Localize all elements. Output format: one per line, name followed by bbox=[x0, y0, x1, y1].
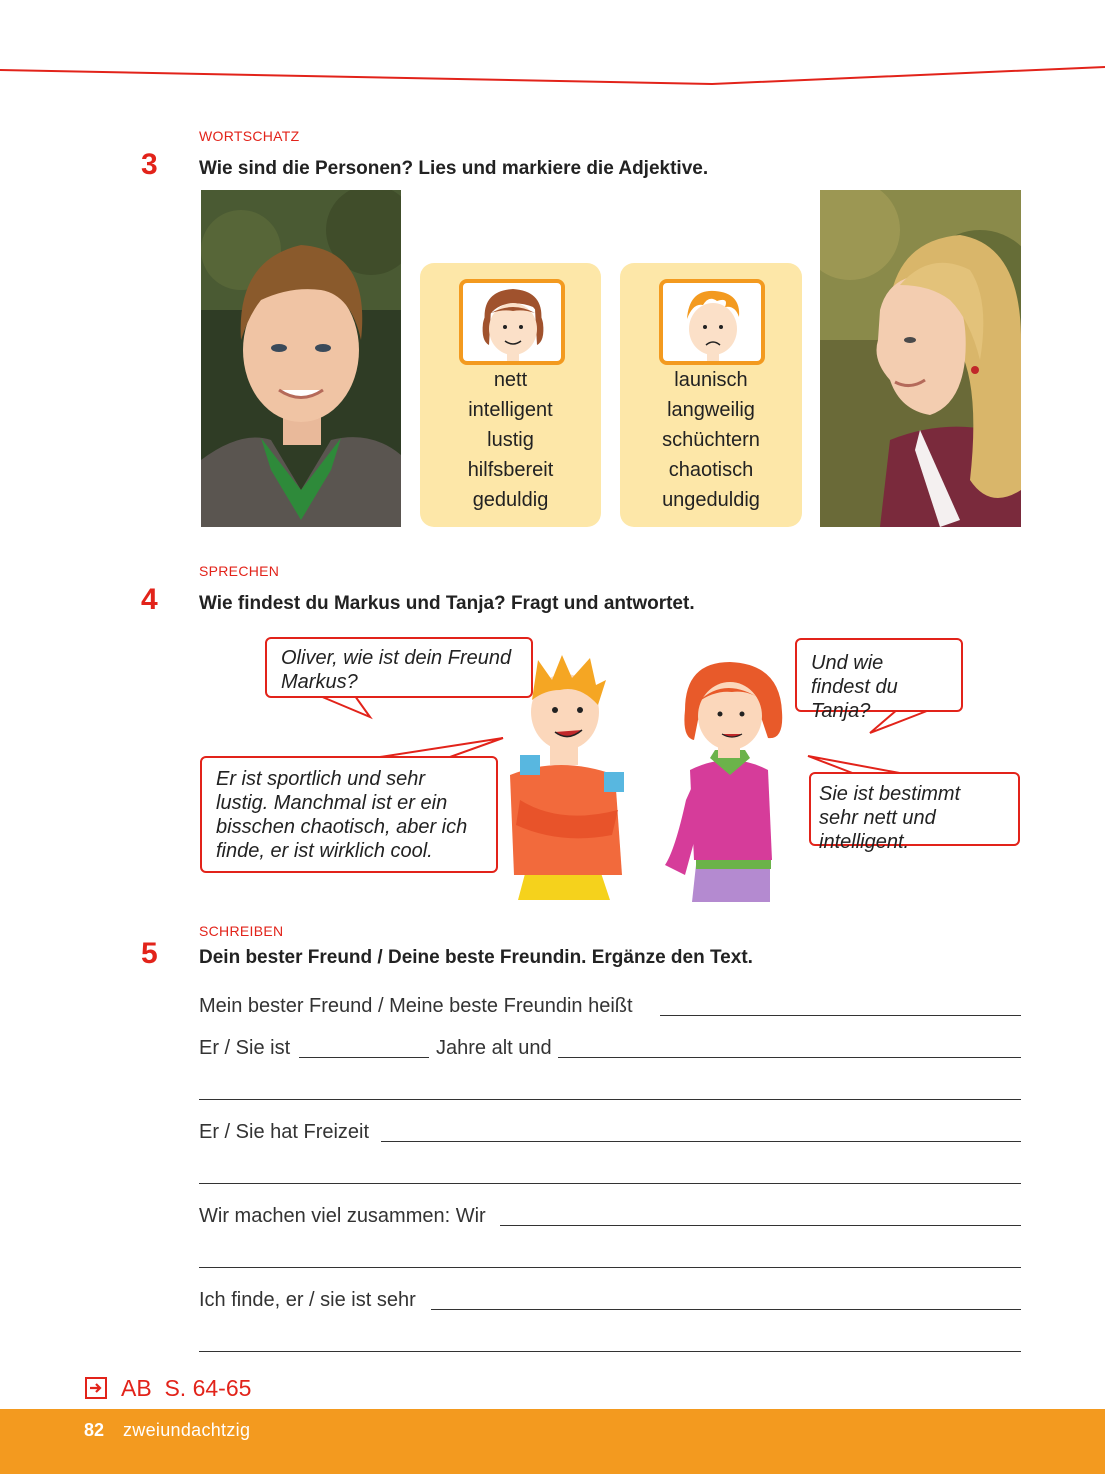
write-line-name[interactable] bbox=[660, 1015, 1021, 1016]
section-label-schreiben: SCHREIBEN bbox=[199, 923, 284, 939]
page-number-word: zweiundachtzig bbox=[123, 1420, 251, 1440]
exercise-number-3: 3 bbox=[141, 148, 158, 181]
workbook-reference-label: AB S. 64-65 bbox=[121, 1374, 252, 1401]
adjective-item: geduldig bbox=[472, 489, 549, 511]
adjective-item: lustig bbox=[487, 429, 534, 451]
exercise-number-5: 5 bbox=[141, 937, 158, 970]
adjective-item: schüchtern bbox=[662, 429, 760, 451]
write-line-description[interactable] bbox=[558, 1057, 1021, 1058]
sentence-age-end: Jahre alt und bbox=[436, 1037, 552, 1059]
speech-bubble-question-markus: Oliver, wie ist dein Freund Markus? bbox=[265, 637, 533, 698]
exercise-5-title: Dein bester Freund / Deine beste Freundin. Ergänze den Text. bbox=[199, 947, 753, 968]
section-label-wortschatz: WORTSCHATZ bbox=[199, 128, 300, 144]
exercise-3-title: Wie sind die Personen? Lies und markiere die Adjektive. bbox=[199, 158, 709, 179]
write-line-free-time[interactable] bbox=[381, 1141, 1021, 1142]
write-line-free-time-continued[interactable] bbox=[199, 1183, 1021, 1184]
write-line-activities-continued[interactable] bbox=[199, 1267, 1021, 1268]
write-line-opinion[interactable] bbox=[431, 1309, 1021, 1310]
sentence-free-time: Er / Sie hat Freizeit bbox=[199, 1121, 370, 1143]
adjective-item: intelligent bbox=[468, 399, 553, 421]
sentence-name: Mein bester Freund / Meine beste Freundin heißt bbox=[199, 995, 633, 1017]
speech-bubble-answer-tanja: Sie ist bestimmt sehr nett und intelligent. bbox=[809, 772, 1020, 846]
adjective-item: chaotisch bbox=[668, 459, 754, 481]
speech-bubble-question-tanja: Und wie findest du Tanja? bbox=[795, 638, 963, 712]
sentence-age-start: Er / Sie ist bbox=[199, 1037, 291, 1059]
write-line-opinion-continued[interactable] bbox=[199, 1351, 1021, 1352]
workbook-reference[interactable] bbox=[85, 1373, 251, 1403]
adjective-item: langweilig bbox=[667, 399, 755, 421]
write-line-activities[interactable] bbox=[500, 1225, 1021, 1226]
section-label-sprechen: SPRECHEN bbox=[199, 563, 280, 579]
page-number: 82 bbox=[84, 1420, 105, 1440]
speech-bubble-answer-markus: Er ist sportlich und sehr lustig. Manchmal ist er ein bisschen chaotisch, aber ich finde, er ist wirklich cool. bbox=[200, 756, 498, 873]
exercise-4-title: Wie findest du Markus und Tanja? Fragt und antwortet. bbox=[199, 593, 695, 614]
adjective-item: launisch bbox=[674, 369, 748, 391]
sentence-activities: Wir machen viel zusammen: Wir bbox=[199, 1205, 486, 1227]
sentence-opinion: Ich finde, er / sie ist sehr bbox=[199, 1289, 416, 1311]
exercise-number-4: 4 bbox=[141, 583, 158, 616]
adjective-item: nett bbox=[493, 369, 528, 391]
adjective-item: ungeduldig bbox=[662, 489, 760, 511]
write-line-description-continued[interactable] bbox=[199, 1099, 1021, 1100]
adjective-item: hilfsbereit bbox=[467, 459, 554, 481]
page-footer bbox=[0, 1409, 1105, 1474]
write-line-age[interactable] bbox=[299, 1057, 429, 1058]
arrow-right-icon bbox=[85, 1377, 107, 1399]
cartoon-boy-and-girl bbox=[500, 650, 800, 902]
